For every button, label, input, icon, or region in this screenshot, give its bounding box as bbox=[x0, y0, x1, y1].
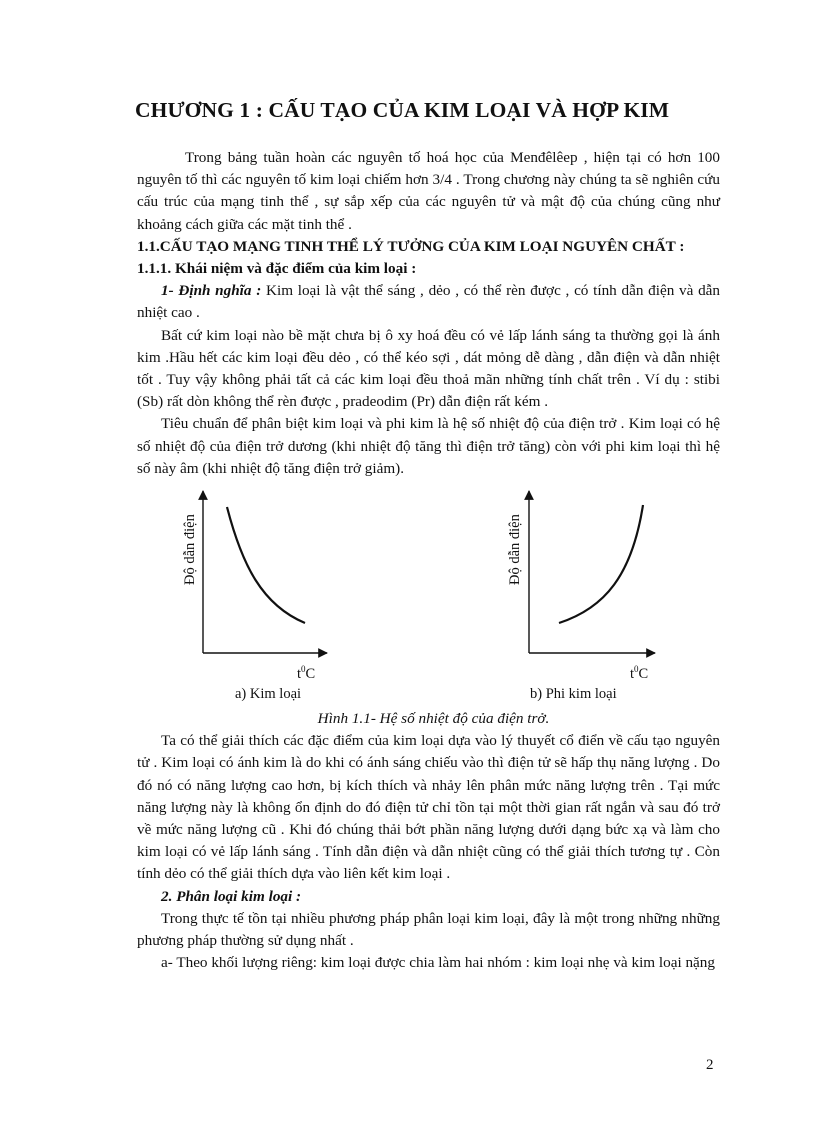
definition-label: 1- Định nghĩa : bbox=[161, 282, 262, 300]
right-x-label-base: t bbox=[630, 665, 635, 682]
chapter-title: CHƯƠNG 1 : CẤU TẠO CỦA KIM LOẠI VÀ HỢP KIM bbox=[135, 98, 670, 122]
left-x-label-unit: C bbox=[305, 665, 316, 682]
right-x-label-unit: C bbox=[638, 665, 649, 682]
definition-paragraph bbox=[137, 280, 720, 324]
density-paragraph: a- Theo khối lượng riêng: kim loại được chia làm hai nhóm : kim loại nhẹ và kim loại nặng bbox=[161, 954, 715, 972]
criterion-paragraph: Tiêu chuẩn để phân biệt kim loại và phi kim là hệ số nhiệt độ của điện trở . Kim loại có hệ số nhiệt độ của điện trở dương (khi nhiệt độ tăng thì điện trở tăng) còn với phi kim loại thì hệ số này âm (khi nhiệt độ tăng điện trở giảm). bbox=[137, 415, 720, 477]
left-graph-label: a) Kim loại bbox=[235, 686, 302, 703]
definition-text: Kim loại là vật thể sáng , dẻo , có thể rèn được , có tính dẫn điện và dẫn nhiệt cao . bbox=[137, 282, 721, 322]
classification-heading: 2. Phân loại kim loại : bbox=[161, 887, 302, 905]
page-number: 2 bbox=[706, 1057, 714, 1073]
left-x-label-base: t bbox=[297, 665, 302, 682]
left-graph-curve bbox=[227, 507, 305, 623]
section-heading-1-1-1: 1.1.1. Khái niệm và đặc điểm của kim loại : bbox=[137, 260, 417, 278]
document-body bbox=[137, 147, 720, 974]
luster-paragraph: Bất cứ kim loại nào bề mặt chưa bị ô xy hoá đều có vẻ lấp lánh sáng ta thường gọi là ánh kim .Hầu hết các kim loại đều dẻo , có thể kéo sợi , dát mỏng dễ dàng , dẫn điện và dẫn nhiệt tốt . Tuy vậy không phải tất cả các kim loại đều thoả mãn những tính chất trên . Ví dụ : stibi (Sb) rất dòn không thể rèn được , pradeodim (Pr) dẫn điện rất kém . bbox=[137, 326, 720, 411]
left-x-label-sup: 0 bbox=[301, 664, 306, 675]
right-x-label-sup: 0 bbox=[634, 664, 639, 675]
figure-caption: Hình 1.1- Hệ số nhiệt độ của điện trở. bbox=[317, 710, 550, 728]
section-heading-1-1: 1.1.CẤU TẠO MẠNG TINH THỂ LÝ TƯỞNG CỦA KIM LOẠI NGUYÊN CHẤT : bbox=[137, 237, 685, 255]
intro-paragraph: Trong bảng tuần hoàn các nguyên tố hoá học của Menđêlêep , hiện tại có hơn 100 nguyên tố thì các nguyên tố kim loại chiếm hơn 3/4 . Trong chương này chúng ta sẽ nghiên cứu cấu trúc của mạng tinh thể , sự sắp xếp của các nguyên tử và mật độ của chúng cũng như khoảng cách giữa các mặt tinh thể . bbox=[137, 149, 720, 233]
right-graph-y-label: Độ dẫn điện bbox=[507, 514, 523, 586]
right-graph-curve bbox=[559, 505, 643, 623]
left-graph-x-label bbox=[297, 658, 315, 685]
left-graph-y-label: Độ dẫn điện bbox=[182, 514, 198, 586]
right-graph-label: b) Phi kim loại bbox=[530, 686, 617, 703]
classification-paragraph: Trong thực tế tồn tại nhiều phương pháp phân loại kim loại, đây là một trong những những phương pháp thường sử dụng nhất . bbox=[137, 909, 720, 950]
right-graph-x-label bbox=[630, 658, 648, 685]
figure-resistance-coefficient bbox=[137, 480, 720, 708]
explanation-paragraph: Ta có thể giải thích các đặc điểm của kim loại dựa vào lý thuyết cổ điển về cấu tạo nguyên tử . Kim loại có ánh kim là do khi có ánh sáng chiếu vào thì điện tử sẽ hấp thụ năng lượng . Do đó nó có năng lượng cao hơn, bị kích thích và nhảy lên phân mức năng lượng trên . Tại mức năng lượng này là không ổn định do đó điện tử chỉ tồn tại một thời gian rất ngắn và sau đó trở về mức năng lượng cũ . Khi đó chúng thải bớt phần năng lượng dưới dạng bức xạ và làm cho kim loại có vẻ lấp lánh sáng . Tính dẫn điện và dẫn nhiệt cũng có thể giải thích tương tự . Còn tính dẻo có thể giải thích dựa vào liên kết kim loại . bbox=[137, 732, 720, 883]
